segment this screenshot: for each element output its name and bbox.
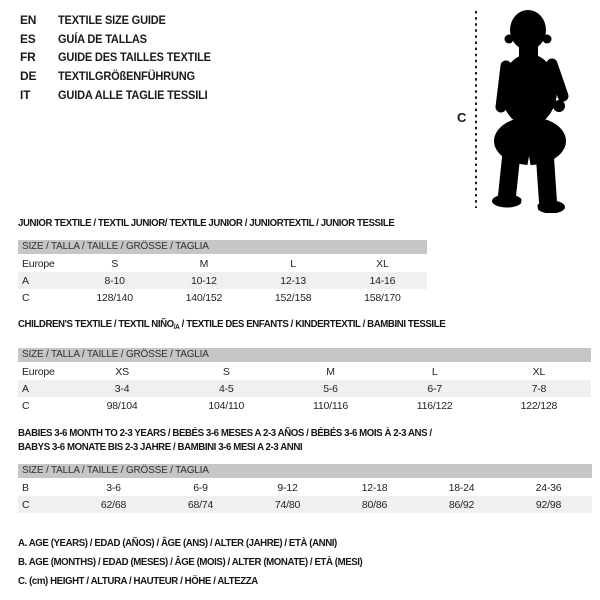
- size-cell: 80/86: [361, 498, 388, 511]
- size-cell: 158/170: [364, 291, 401, 304]
- size-cell: 74/80: [274, 498, 301, 511]
- height-measure: [457, 11, 476, 208]
- section-title: [18, 318, 591, 332]
- toddler-silhouette-figure: [455, 8, 595, 213]
- row-label: C: [22, 498, 30, 511]
- title-segment: BABIES 3-6 MONTH TO 2-3 YEARS / BEBÉS 3-6 MESES A 2-3 AÑOS / BÉBÉS 3-6 MOIS À 2-3 ANS /: [18, 427, 432, 439]
- size-cell: 4-5: [219, 382, 234, 395]
- row-label: C: [22, 291, 30, 304]
- language-code: IT: [20, 87, 31, 102]
- size-cell: XL: [532, 365, 546, 378]
- language-row: [20, 30, 224, 49]
- size-cell: 9-12: [277, 481, 298, 494]
- language-row: [20, 85, 224, 104]
- size-cell: 3-6: [106, 481, 121, 494]
- size-cell: XS: [115, 365, 129, 378]
- size-cell: 6-9: [193, 481, 208, 494]
- size-rows: [18, 363, 591, 414]
- language-label: TEXTILE SIZE GUIDE: [58, 13, 166, 28]
- legend-line: A. AGE (YEARS) / EDAD (AÑOS) / ÂGE (ANS) / ALTER (JAHRE) / ETÀ (ANNI): [18, 537, 337, 549]
- size-row: [18, 363, 591, 380]
- section-title-line: [18, 441, 546, 455]
- size-cell: 152/158: [274, 291, 312, 304]
- size-rows: [18, 255, 427, 306]
- size-cell: 62/68: [100, 498, 127, 511]
- language-label: GUIDE DES TAILLES TEXTILE: [58, 50, 211, 65]
- size-row: [18, 397, 591, 414]
- language-row: [20, 11, 224, 30]
- size-header-bar: SIZE / TALLA / TAILLE / GRÖSSE / TAGLIA: [18, 464, 592, 478]
- row-label: A: [22, 382, 29, 395]
- size-row: [18, 479, 592, 496]
- babies-size-table: [18, 464, 592, 513]
- childrens-size-table: [18, 348, 591, 414]
- language-code: DE: [20, 69, 37, 84]
- size-cell: 12-18: [361, 481, 388, 494]
- toddler-silhouette: [492, 10, 566, 213]
- row-label: B: [22, 481, 29, 494]
- size-cell: 14-16: [369, 274, 396, 287]
- size-header-bar: SIZE / TALLA / TAILLE / GRÖSSE / TAGLIA: [18, 240, 427, 254]
- language-code: FR: [20, 50, 36, 65]
- title-segment: CHILDREN'S TEXTILE / TEXTIL NIÑO: [18, 318, 174, 330]
- language-row: [20, 67, 224, 86]
- size-cell: 24-36: [535, 481, 562, 494]
- size-row: [18, 289, 427, 306]
- section-title-line: [18, 427, 546, 441]
- size-row: [18, 380, 591, 397]
- childrens-textile-section: [18, 318, 591, 414]
- language-title-list: [20, 11, 224, 104]
- row-label: C: [22, 399, 30, 412]
- size-cell: 104/110: [208, 399, 245, 412]
- size-cell: 128/140: [96, 291, 133, 304]
- height-measure-label: C: [457, 110, 467, 125]
- size-header-bar: SIZE / TALLA / TAILLE / GRÖSSE / TAGLIA: [18, 348, 591, 362]
- size-cell: L: [290, 257, 296, 270]
- size-cell: 116/122: [416, 399, 453, 412]
- section-title: [18, 217, 427, 230]
- row-label: Europe: [22, 365, 55, 378]
- language-label: GUÍA DE TALLAS: [58, 31, 147, 46]
- title-segment: /A: [173, 324, 180, 331]
- language-label: GUIDA ALLE TAGLIE TESSILI: [58, 87, 208, 102]
- babies-textile-section: [18, 427, 592, 513]
- size-cell: S: [222, 365, 230, 378]
- size-cell: 68/74: [187, 498, 214, 511]
- size-row: [18, 272, 427, 289]
- legend-line: B. AGE (MONTHS) / EDAD (MESES) / ÂGE (MOIS) / ALTER (MONATE) / ETÀ (MESI): [18, 555, 363, 568]
- language-code: ES: [20, 31, 36, 46]
- junior-size-table: [18, 240, 427, 306]
- title-segment: / TEXTILE DES ENFANTS / KINDERTEXTIL / BAMBINI TESSILE: [179, 318, 446, 330]
- section-title-line: [18, 318, 545, 332]
- size-row: [18, 496, 592, 513]
- size-cell: 6-7: [427, 382, 442, 395]
- language-row: [20, 48, 224, 67]
- title-segment: JUNIOR TEXTILE / TEXTIL JUNIOR/ TEXTILE JUNIOR / JUNIORTEXTIL / JUNIOR TESSILE: [18, 217, 395, 229]
- size-cell: 3-4: [114, 382, 130, 395]
- size-cell: XL: [376, 257, 389, 270]
- size-cell: 10-12: [190, 274, 217, 287]
- section-title-line: [18, 217, 394, 230]
- size-cell: 7-8: [531, 382, 547, 395]
- legend: [18, 534, 392, 590]
- size-cell: 140/152: [185, 291, 223, 304]
- size-cell: S: [111, 257, 119, 270]
- size-cell: 86/92: [448, 498, 475, 511]
- junior-textile-section: [18, 217, 427, 306]
- size-cell: M: [199, 257, 209, 270]
- title-segment: BABYS 3-6 MONATE BIS 2-3 JAHRE / BAMBINI 3-6 MESI A 2-3 ANNI: [18, 440, 303, 453]
- size-row: [18, 255, 427, 272]
- size-cell: M: [326, 365, 335, 378]
- size-cell: 18-24: [448, 481, 475, 494]
- size-rows: [18, 479, 592, 513]
- size-cell: 12-13: [280, 274, 307, 287]
- size-cell: 92/98: [535, 498, 562, 511]
- size-cell: 122/128: [520, 399, 558, 412]
- size-cell: 98/104: [106, 399, 138, 412]
- size-cell: 5-6: [323, 382, 338, 395]
- size-cell: 8-10: [104, 274, 125, 287]
- size-cell: L: [431, 365, 438, 378]
- language-code: EN: [20, 13, 37, 28]
- size-cell: 110/116: [312, 399, 348, 412]
- row-label: A: [22, 274, 29, 287]
- section-title: [18, 427, 592, 454]
- language-label: TEXTILGRÖßENFÜHRUNG: [58, 69, 195, 84]
- row-label: Europe: [22, 257, 55, 270]
- legend-line: C. (cm) HEIGHT / ALTURA / HAUTEUR / HÖHE / ALTEZZA: [18, 574, 258, 587]
